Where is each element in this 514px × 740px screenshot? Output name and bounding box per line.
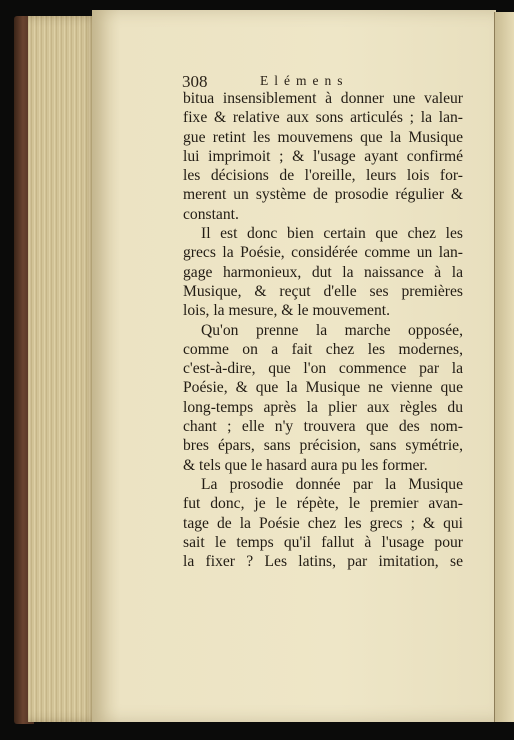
- text-line: Musique, & reçut d'elle ses premières: [183, 282, 463, 300]
- text-line: chant ; elle n'y trouvera que des nom-: [183, 418, 463, 436]
- running-title: Elémens: [260, 73, 349, 88]
- page-edges: [28, 16, 98, 722]
- facing-page-edge: [494, 12, 514, 722]
- text-line: constant.: [183, 205, 239, 223]
- text-line: La prosodie donnée par la Musique: [201, 475, 463, 493]
- text-line: bitua insensiblement à donner une valeur: [183, 90, 463, 107]
- text-line: fixe & relative aux sons articulés ; la lan-: [183, 109, 463, 127]
- text-line: gue retint les mouvemens que la Musique: [183, 128, 463, 146]
- text-line: lui imprimoit ; & l'usage ayant confirmé: [183, 147, 463, 165]
- text-line: merent un système de prosodie régulier &: [183, 186, 463, 204]
- text-line: tage de la Poésie chez les grecs ; & qui: [183, 514, 463, 532]
- text-line: lois, la mesure, & le mouvement.: [183, 302, 391, 320]
- text-line: Qu'on prenne la marche opposée,: [201, 321, 463, 339]
- text-line: la fixer ? Les latins, par imitation, se: [183, 553, 463, 571]
- body-text: [183, 89, 463, 571]
- text-line: fut donc, je le répète, le premier avan-: [183, 495, 463, 513]
- page-number: 308: [182, 72, 208, 91]
- text-line: comme on a fait chez les modernes,: [183, 340, 463, 358]
- text-line: & tels que le hasard aura pu les former.: [183, 456, 428, 474]
- text-line: grecs la Poésie, considérée comme un lan-: [183, 244, 463, 262]
- text-line: sait le temps qu'il fallut à l'usage pour: [183, 533, 463, 551]
- text-line: c'est-à-dire, que l'on commence par la: [183, 360, 463, 378]
- text-line: les décisions de l'oreille, leurs lois for-: [183, 167, 463, 185]
- text-line: Il est donc bien certain que chez les: [201, 225, 463, 243]
- text-line: bres épars, sans précision, sans symétrie,: [183, 437, 463, 455]
- text-line: gage harmonieux, dut la naissance à la: [183, 263, 463, 281]
- text-line: long-temps après la plier aux règles du: [183, 398, 463, 416]
- text-line: Poésie, & que la Musique ne vienne que: [183, 379, 463, 397]
